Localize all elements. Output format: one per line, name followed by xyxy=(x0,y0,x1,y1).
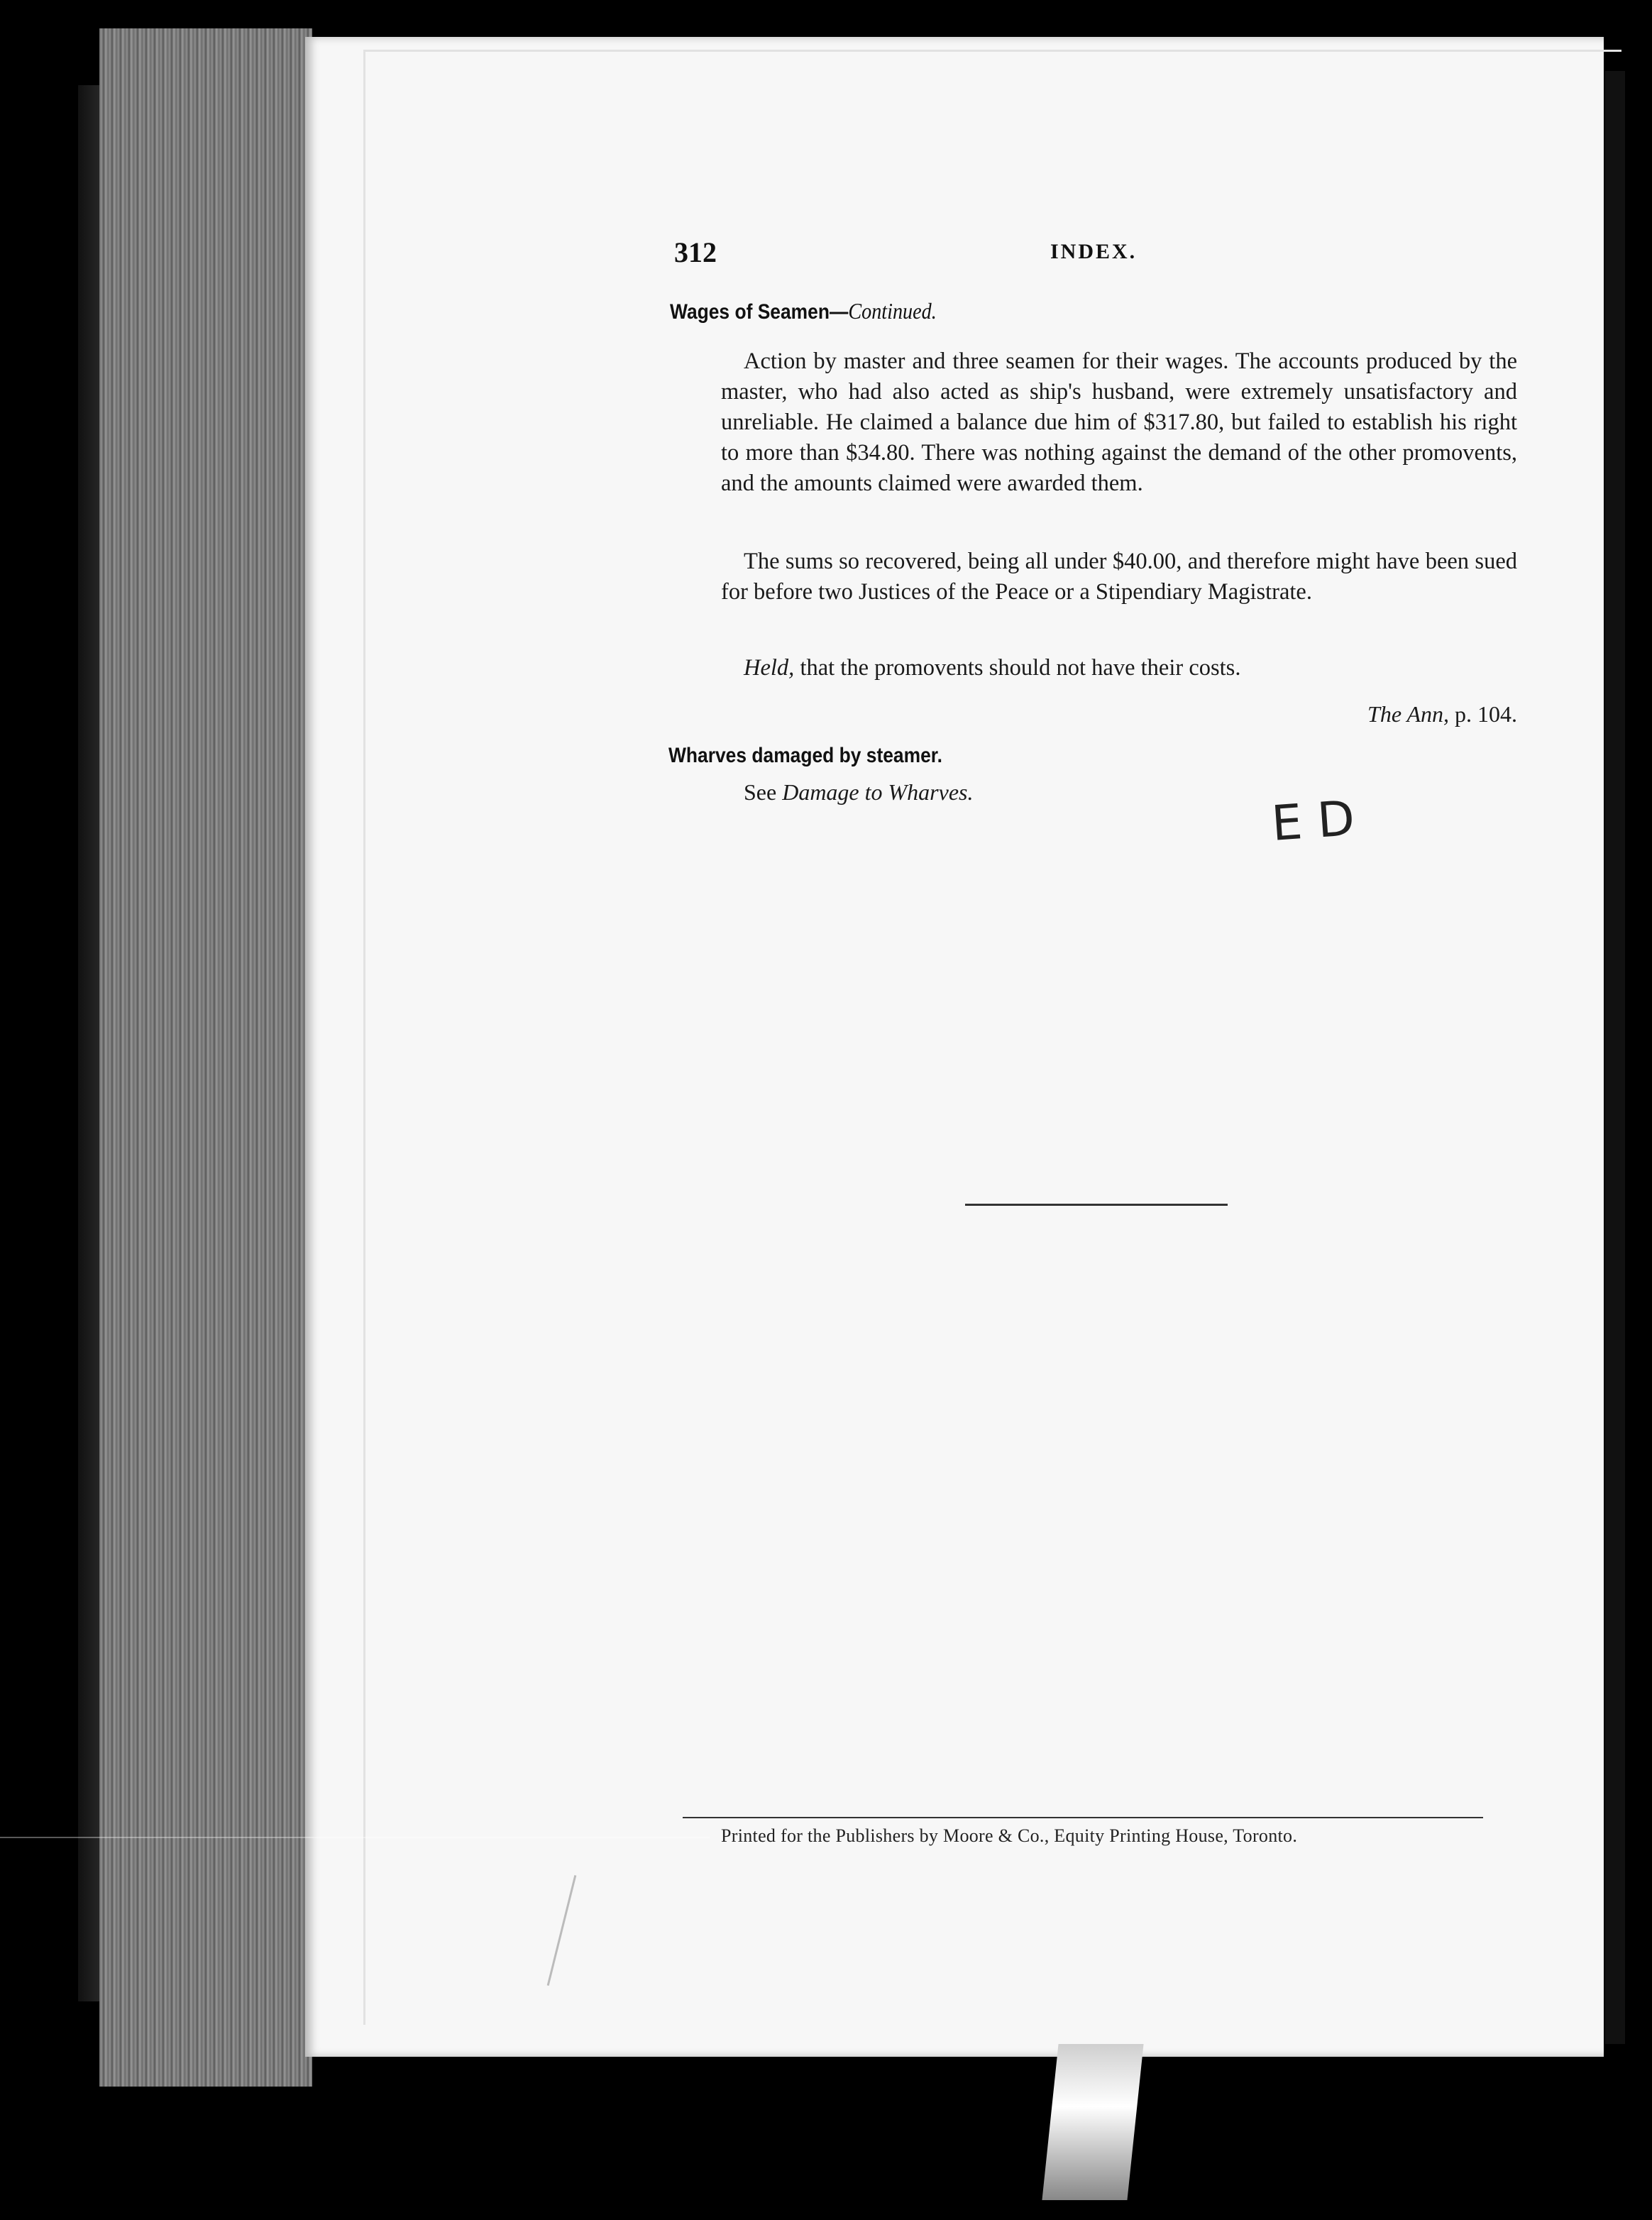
footer-rule xyxy=(683,1817,1483,1818)
entry-heading-text: Wages of Seamen— xyxy=(670,300,849,324)
section-end-rule xyxy=(965,1204,1228,1206)
entry-heading-continued: Continued. xyxy=(848,298,937,324)
paragraph-held xyxy=(721,653,1517,683)
held-word: Held, xyxy=(744,655,795,681)
see-reference-target: Damage to Wharves. xyxy=(782,779,974,805)
book-page-edges xyxy=(99,28,312,2087)
citation xyxy=(1367,701,1517,727)
see-word: See xyxy=(744,779,783,805)
paragraph-sums: The sums so recovered, being all under $40.00, and therefore might have been sued for before two Justices of the Peace or a Stipendiary Magistrate. xyxy=(721,549,1517,605)
scan-line xyxy=(0,1837,710,1838)
citation-case: The Ann, xyxy=(1367,701,1449,727)
citation-page: p. 104. xyxy=(1449,701,1517,727)
printer-imprint: Printed for the Publishers by Moore & Co., Equity Printing House, Toronto. xyxy=(721,1825,1298,1846)
see-reference xyxy=(744,779,973,806)
entry-heading-wharves: Wharves damaged by steamer. xyxy=(668,744,942,767)
scan-artifact xyxy=(1042,2044,1143,2200)
paragraph-action: Action by master and three seamen for their wages. The accounts produced by the master, who had also acted as ship's husband, were extremely unsatisfactory and unreliable. He claimed a balance due him of $317.80, but failed to establish his right to more than $34.80. There was nothing against the demand of the other promovents, and the amounts claimed were awarded them. xyxy=(721,348,1517,496)
entry-heading-wages xyxy=(670,298,937,324)
held-text: that the promovents should not have their costs. xyxy=(794,655,1241,681)
running-head xyxy=(674,236,1511,273)
handwritten-mark: E D xyxy=(1270,791,1357,852)
page-number: 312 xyxy=(674,236,717,268)
right-spine-shadow xyxy=(1605,71,1625,2044)
running-head-title: INDEX. xyxy=(1050,240,1138,263)
